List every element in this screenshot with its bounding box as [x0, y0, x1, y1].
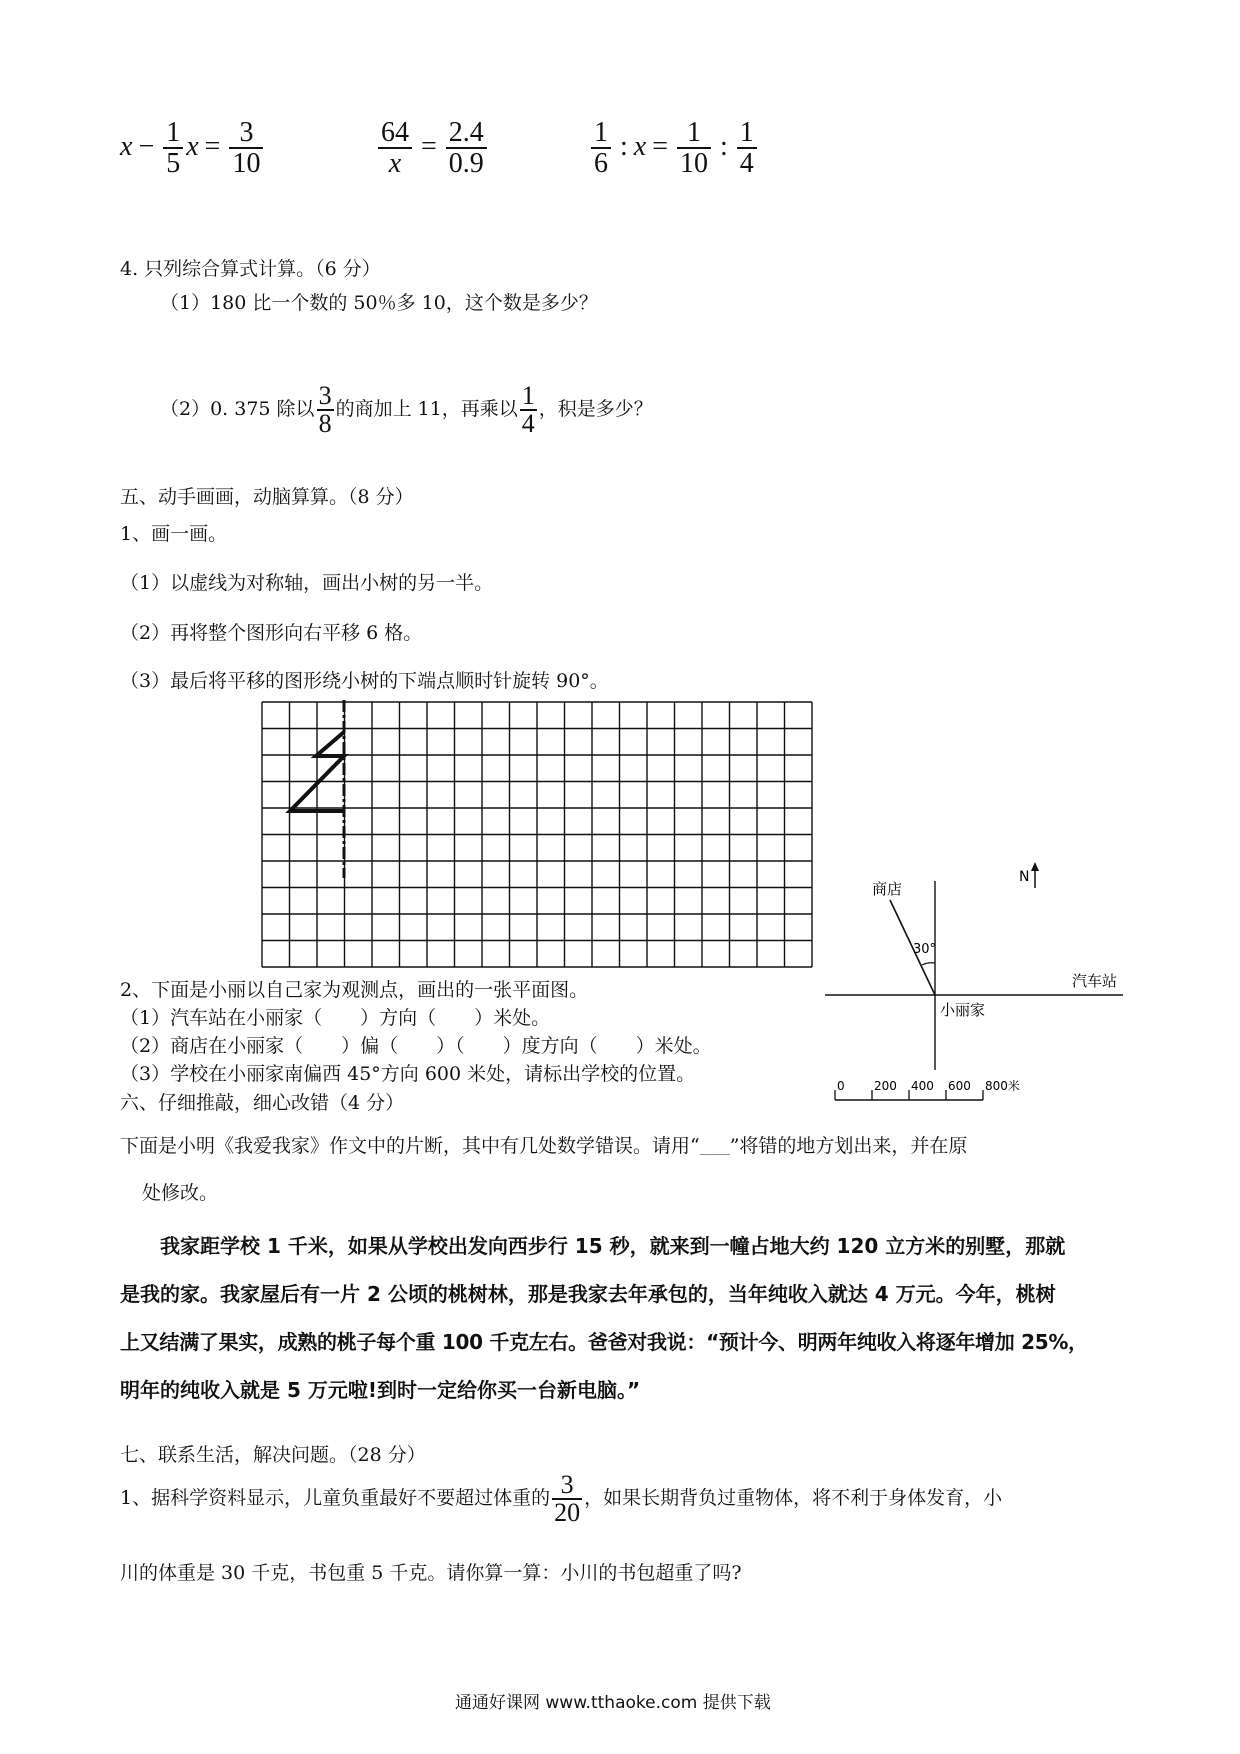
angle-label: 30°: [913, 942, 937, 957]
section5-step2: （2）再将整个图形向右平移 6 格。: [120, 622, 423, 644]
eq1-var: x: [120, 130, 133, 162]
section6-title: 六、仔细推敲，细心改错（4 分）: [120, 1092, 405, 1114]
bus-station-label: 汽车站: [1072, 972, 1118, 990]
essay-line-1: 我家距学校 1 千米，如果从学校出发向西步行 15 秒，就来到一幢占地大约 120 立方米的别墅，那就: [160, 1234, 1066, 1258]
eq3-frac3: $\frac{1}{4}$: [737, 118, 757, 179]
section4-q2: （2）0. 375 除以 $\frac{3}{8}$ 的商加上 11，再乘以 $\frac{1}{4}$ ，积是多少？: [160, 381, 653, 438]
section7-title: 七、联系生活，解决问题。（28 分）: [120, 1444, 426, 1466]
section5-step1: （1）以虚线为对称轴，画出小树的另一半。: [120, 572, 494, 594]
equation-1: x − $\frac{1}{5}$ x = $\frac{3}{10}$: [120, 118, 266, 179]
essay-line-3: 上又结满了果实，成熟的桃子每个重 100 千克左右。爸爸对我说：“预计今、明两年纯收入将逐年增加 25%，: [120, 1330, 1088, 1354]
shop-label: 商店: [872, 880, 903, 898]
underline-mark: _____: [699, 1141, 730, 1155]
section4-title: 4. 只列综合算式计算。（6 分）: [120, 258, 381, 280]
eq3-frac1: $\frac{1}{6}$: [591, 118, 611, 179]
essay-line-2: 是我的家。我家屋后有一片 2 公顷的桃树林，那是我家去年承包的，当年纯收入就达 4 万元。今年，桃树: [120, 1282, 1056, 1306]
eq3-frac2: $\frac{1}{10}$: [677, 118, 711, 179]
section4-q1: （1）180 比一个数的 50％多 10，这个数是多少？: [160, 292, 598, 314]
eq1-frac2: $\frac{3}{10}$: [229, 118, 263, 179]
section5-sub1: 1、画一画。: [120, 523, 228, 545]
section5-map-q3: （3）学校在小丽家南偏西 45°方向 600 米处，请标出学校的位置。: [120, 1063, 696, 1085]
scale-bar: [835, 1078, 1020, 1100]
section6-intro: 下面是小明《我爱我家》作文中的片断，其中有几处数学错误。请用“_____”将错的地方划出来，并在原: [120, 1135, 968, 1157]
plan-map: [820, 858, 1150, 1108]
section5-title: 五、动手画画，动脑算算。（8 分）: [120, 486, 414, 508]
section5-map-q2: （2）商店在小丽家（ ）偏（ ）（ ）度方向（ ）米处。: [120, 1035, 712, 1057]
eq2-frac2: $\frac{2.4}{0.9}$: [446, 118, 487, 179]
section7-q1: 1、据科学资料显示，儿童负重最好不要超过体重的 $\frac{3}{20}$ ，如果长期背负过重物体，将不利于身体发育，小: [120, 1470, 1003, 1527]
q2-frac1: $\frac{3}{8}$: [318, 381, 332, 438]
scale-label: 800米: [985, 1079, 1020, 1093]
q1-frac: $\frac{3}{20}$: [554, 1470, 581, 1527]
section5-step3: （3）最后将平移的图形绕小树的下端点顺时针旋转 90°。: [120, 670, 609, 692]
section5-sub2: 2、下面是小丽以自己家为观测点，画出的一张平面图。: [120, 979, 589, 1001]
q2-frac2: $\frac{1}{4}$: [521, 381, 535, 438]
drawing-grid: [260, 700, 820, 968]
equation-3: $\frac{1}{6}$ : x = $\frac{1}{10}$ : $\frac{1}{4}$: [588, 118, 760, 179]
scale-label: 600: [948, 1079, 971, 1093]
north-label: N: [1019, 869, 1030, 885]
section6-intro-cont: 处修改。: [142, 1182, 219, 1204]
equation-2: $\frac{64}{x}$ = $\frac{2.4}{0.9}$: [375, 118, 490, 179]
eq2-frac1: $\frac{64}{x}$: [378, 118, 412, 179]
eq1-frac1: $\frac{1}{5}$: [163, 118, 183, 179]
home-label: 小丽家: [940, 1001, 986, 1019]
essay-line-4: 明年的纯收入就是 5 万元啦!到时一定给你买一台新电脑。”: [120, 1378, 641, 1402]
page-footer: 通通好课网 www.tthaoke.com 提供下载: [455, 1693, 771, 1713]
angle-arc: [922, 963, 935, 965]
section5-map-q1: （1）汽车站在小丽家（ ）方向（ ）米处。: [120, 1007, 551, 1029]
scale-label: 400: [911, 1079, 934, 1093]
north-arrow-head: [1031, 862, 1039, 871]
section7-q1-line2: 川的体重是 30 千克，书包重 5 千克。请你算一算：小川的书包超重了吗?: [120, 1562, 742, 1584]
scale-label: 200: [874, 1079, 897, 1093]
scale-label: 0: [837, 1079, 845, 1093]
